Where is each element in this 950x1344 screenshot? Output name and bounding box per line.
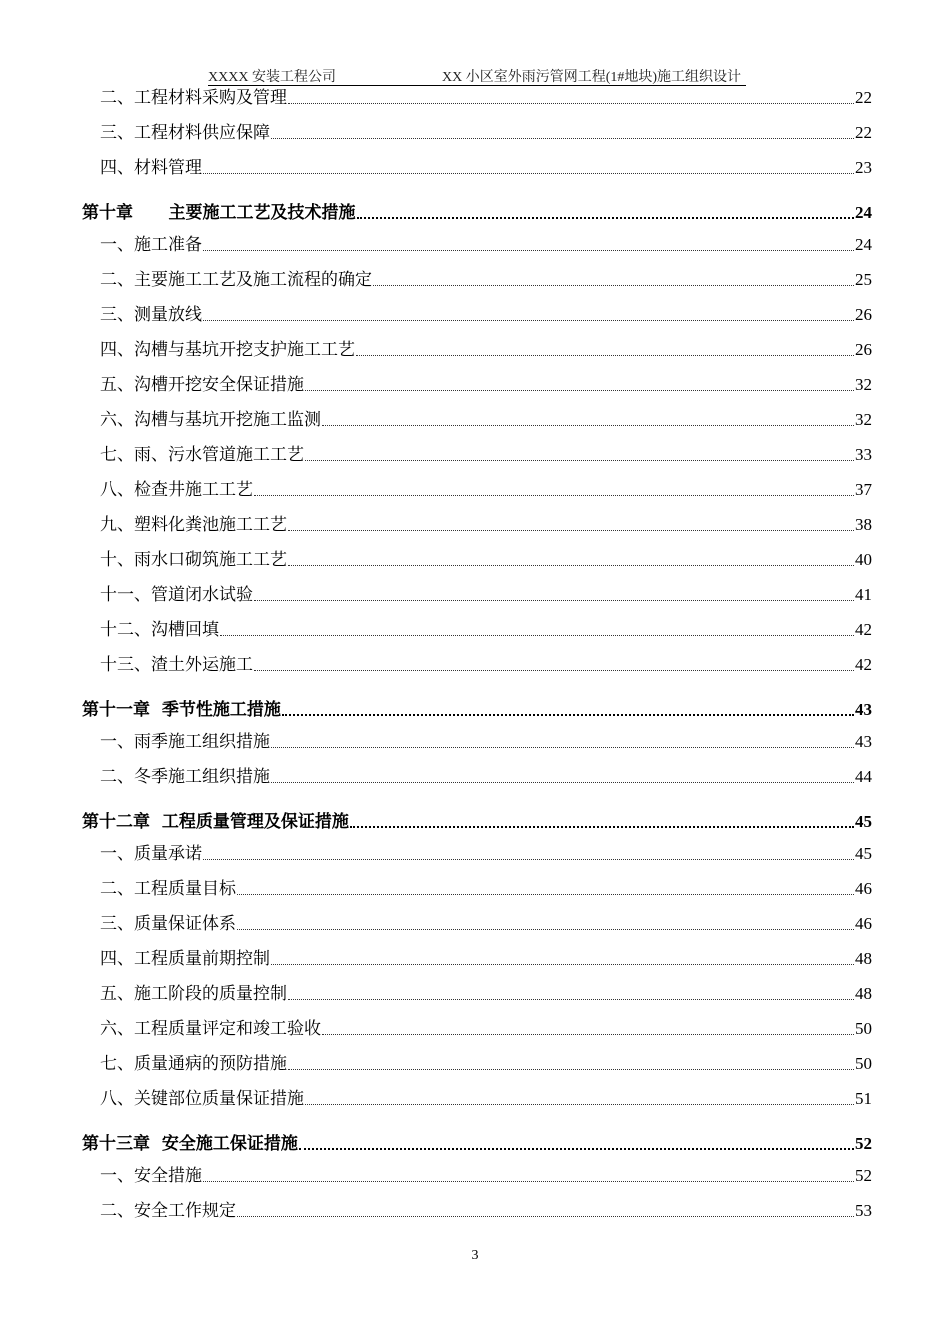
toc-entry-title: 五、施工阶段的质量控制 (100, 984, 287, 1004)
toc-entry-page: 40 (855, 550, 872, 569)
page-header (208, 66, 748, 86)
toc-dot-leader (237, 1215, 854, 1217)
toc-entry[interactable] (82, 546, 872, 572)
toc-dot-leader (288, 564, 854, 566)
toc-entry[interactable] (82, 406, 872, 432)
toc-chapter-entry[interactable] (82, 1130, 872, 1156)
toc-entry-title: 十、雨水口砌筑施工工艺 (100, 550, 287, 570)
toc-entry[interactable] (82, 1162, 872, 1188)
toc-entry-title: 第十三章 安全施工保证措施 (82, 1134, 298, 1154)
toc-entry[interactable] (82, 1197, 872, 1223)
toc-entry-title: 二、安全工作规定 (100, 1201, 236, 1221)
header-company: XXXX 安装工程公司 (208, 70, 336, 85)
toc-entry-page: 22 (855, 123, 872, 142)
toc-entry[interactable] (82, 945, 872, 971)
toc-entry-title: 七、质量通病的预防措施 (100, 1054, 287, 1074)
toc-entry[interactable] (82, 441, 872, 467)
toc-dot-leader (271, 963, 854, 965)
toc-dot-leader (305, 1103, 854, 1105)
toc-entry-title: 七、雨、污水管道施工工艺 (100, 445, 304, 465)
toc-dot-leader (305, 389, 854, 391)
toc-entry-title: 一、安全措施 (100, 1166, 202, 1186)
toc-entry-title: 三、质量保证体系 (100, 914, 236, 934)
toc-entry-page: 25 (855, 270, 872, 289)
toc-entry-title: 六、沟槽与基坑开挖施工监测 (100, 410, 321, 430)
toc-entry-page: 48 (855, 949, 872, 968)
toc-entry-title: 十二、沟槽回填 (100, 620, 219, 640)
toc-entry-title: 二、工程质量目标 (100, 879, 236, 899)
page-number: 3 (471, 1248, 479, 1263)
toc-entry-page: 33 (855, 445, 872, 464)
toc-entry-page: 45 (855, 812, 872, 831)
toc-entry-page: 45 (855, 844, 872, 863)
toc-entry-page: 52 (855, 1134, 872, 1153)
toc-dot-leader (203, 319, 854, 321)
toc-dot-leader (356, 354, 854, 356)
toc-dot-leader (322, 424, 854, 426)
toc-dot-leader (220, 634, 854, 636)
toc-entry-title: 第十一章 季节性施工措施 (82, 700, 281, 720)
toc-dot-leader (254, 599, 854, 601)
header-document-title: XX 小区室外雨污管网工程(1#地块)施工组织设计 (442, 70, 742, 85)
toc-entry[interactable] (82, 84, 872, 110)
toc-dot-leader (282, 713, 854, 716)
toc-entry-title: 一、施工准备 (100, 235, 202, 255)
toc-entry[interactable] (82, 154, 872, 180)
toc-entry[interactable] (82, 875, 872, 901)
toc-entry[interactable] (82, 119, 872, 145)
toc-dot-leader (271, 137, 854, 139)
toc-entry-title: 第十二章 工程质量管理及保证措施 (82, 812, 349, 832)
toc-entry-page: 50 (855, 1019, 872, 1038)
toc-dot-leader (357, 216, 854, 219)
toc-entry-title: 八、关键部位质量保证措施 (100, 1089, 304, 1109)
toc-dot-leader (203, 249, 854, 251)
toc-entry[interactable] (82, 266, 872, 292)
toc-dot-leader (203, 858, 854, 860)
toc-entry-title: 二、工程材料采购及管理 (100, 88, 287, 108)
toc-entry-page: 22 (855, 88, 872, 107)
toc-entry-page: 46 (855, 879, 872, 898)
toc-entry-title: 十一、管道闭水试验 (100, 585, 253, 605)
toc-entry[interactable] (82, 1050, 872, 1076)
toc-entry-page: 37 (855, 480, 872, 499)
toc-entry-page: 48 (855, 984, 872, 1003)
toc-entry-page: 43 (855, 700, 872, 719)
toc-dot-leader (350, 825, 854, 828)
toc-entry-page: 41 (855, 585, 872, 604)
toc-dot-leader (271, 746, 854, 748)
toc-entry-page: 43 (855, 732, 872, 751)
toc-entry-page: 53 (855, 1201, 872, 1220)
toc-entry-page: 24 (855, 203, 872, 222)
toc-entry[interactable] (82, 336, 872, 362)
toc-entry-title: 二、冬季施工组织措施 (100, 767, 270, 787)
toc-entry-page: 52 (855, 1166, 872, 1185)
toc-entry[interactable] (82, 980, 872, 1006)
toc-dot-leader (203, 172, 854, 174)
toc-entry[interactable] (82, 511, 872, 537)
toc-chapter-entry[interactable] (82, 696, 872, 722)
toc-entry-title: 三、测量放线 (100, 305, 202, 325)
toc-entry-title: 六、工程质量评定和竣工验收 (100, 1019, 321, 1039)
toc-dot-leader (305, 459, 854, 461)
toc-entry[interactable] (82, 728, 872, 754)
toc-entry[interactable] (82, 231, 872, 257)
toc-dot-leader (254, 494, 854, 496)
toc-dot-leader (288, 102, 854, 104)
toc-entry-page: 44 (855, 767, 872, 786)
toc-entry-title: 第十章 主要施工工艺及技术措施 (82, 203, 356, 223)
toc-entry[interactable] (82, 651, 872, 677)
toc-entry-page: 46 (855, 914, 872, 933)
toc-entry-page: 32 (855, 410, 872, 429)
toc-entry-page: 24 (855, 235, 872, 254)
toc-entry[interactable] (82, 371, 872, 397)
toc-dot-leader (299, 1147, 854, 1150)
toc-dot-leader (288, 998, 854, 1000)
toc-entry-title: 九、塑料化粪池施工工艺 (100, 515, 287, 535)
toc-entry-title: 四、工程质量前期控制 (100, 949, 270, 969)
toc-entry-title: 五、沟槽开挖安全保证措施 (100, 375, 304, 395)
toc-entry-page: 42 (855, 655, 872, 674)
toc-entry-page: 32 (855, 375, 872, 394)
toc-entry[interactable] (82, 910, 872, 936)
toc-dot-leader (203, 1180, 854, 1182)
toc-entry[interactable] (82, 1015, 872, 1041)
toc-chapter-entry[interactable] (82, 808, 872, 834)
toc-entry-page: 26 (855, 305, 872, 324)
toc-entry-title: 二、主要施工工艺及施工流程的确定 (100, 270, 372, 290)
toc-dot-leader (322, 1033, 854, 1035)
toc-entry-title: 十三、渣土外运施工 (100, 655, 253, 675)
toc-entry[interactable] (82, 581, 872, 607)
toc-entry-title: 一、雨季施工组织措施 (100, 732, 270, 752)
toc-dot-leader (254, 669, 854, 671)
toc-dot-leader (288, 1068, 854, 1070)
toc-entry-title: 一、质量承诺 (100, 844, 202, 864)
toc-entry-page: 26 (855, 340, 872, 359)
toc-dot-leader (237, 928, 854, 930)
toc-entry-page: 23 (855, 158, 872, 177)
toc-entry[interactable] (82, 1085, 872, 1111)
toc-entry[interactable] (82, 476, 872, 502)
toc-entry-title: 三、工程材料供应保障 (100, 123, 270, 143)
toc-entry-title: 四、材料管理 (100, 158, 202, 178)
toc-entry-page: 51 (855, 1089, 872, 1108)
toc-entry-title: 四、沟槽与基坑开挖支护施工工艺 (100, 340, 355, 360)
toc-dot-leader (288, 529, 854, 531)
toc-dot-leader (373, 284, 854, 286)
toc-entry-page: 38 (855, 515, 872, 534)
toc-dot-leader (271, 781, 854, 783)
toc-entry[interactable] (82, 616, 872, 642)
toc-dot-leader (237, 893, 854, 895)
toc-entry-page: 50 (855, 1054, 872, 1073)
toc-entry-page: 42 (855, 620, 872, 639)
toc-entry[interactable] (82, 763, 872, 789)
toc-entry[interactable] (82, 840, 872, 866)
toc-chapter-entry[interactable] (82, 199, 872, 225)
toc-entry[interactable] (82, 301, 872, 327)
toc-entry-title: 八、检查井施工工艺 (100, 480, 253, 500)
